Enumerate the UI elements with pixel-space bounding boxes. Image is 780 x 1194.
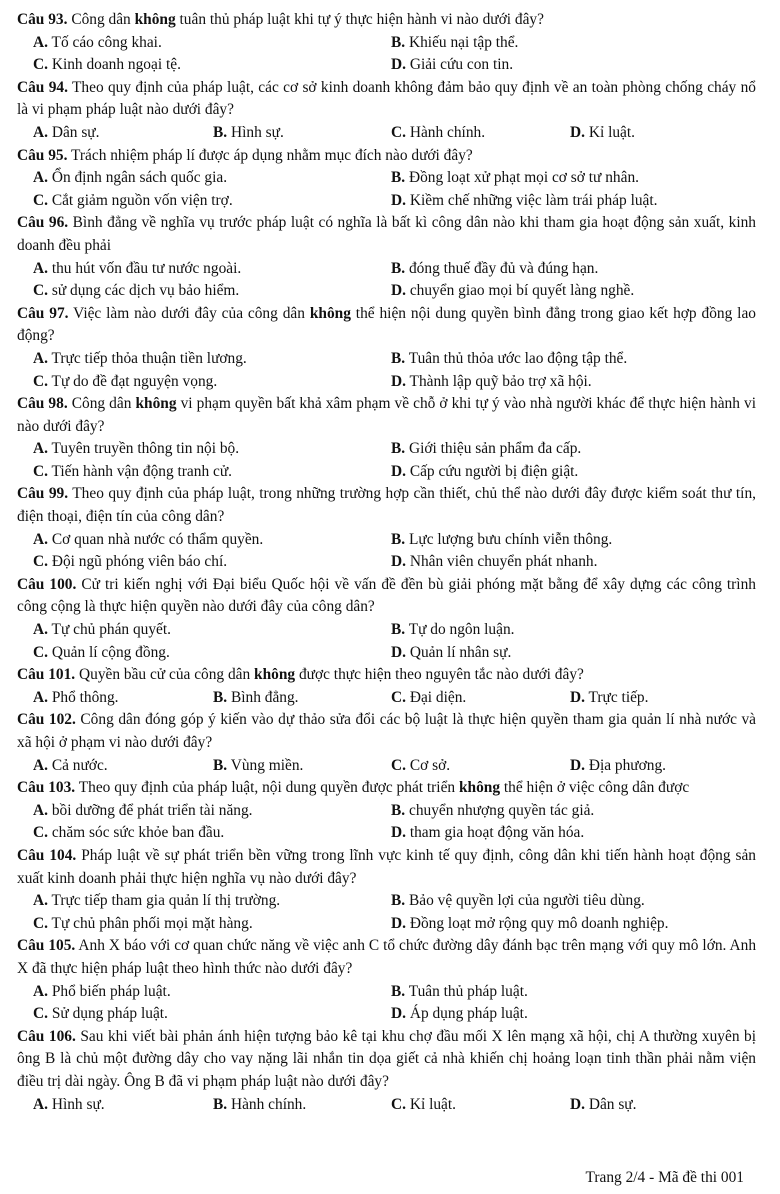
option-c (33, 822, 224, 845)
stem-text: Theo quy định của pháp luật, các cơ sở kinh doanh không đảm bảo quy định về an toàn phòng chống cháy nổ là vi phạm pháp luật nào dưới đây? (17, 78, 756, 119)
stem-text: Theo quy định của pháp luật, trong những trường hợp cần thiết, chủ thể nào dưới đây được kiểm soát thư tín, điện thoại, điện tín của công dân? (17, 485, 756, 526)
options (33, 755, 780, 778)
option-c (33, 190, 233, 213)
question-number: Câu 101. (17, 666, 76, 684)
option-text: Tự do đề đạt nguyện vọng. (51, 372, 218, 390)
stem-text: tuân thủ pháp luật khi tự ý thực hiện hành vi nào dưới đây? (175, 11, 544, 28)
question-stem (17, 845, 756, 890)
option-c (391, 1094, 456, 1117)
option-letter: D. (570, 756, 585, 774)
question-number: Câu 94. (17, 78, 68, 96)
option-b (391, 890, 645, 913)
option-d (391, 913, 668, 936)
option-letter: D. (391, 553, 406, 571)
option-text: Ổn định ngân sách quốc gia. (51, 169, 228, 187)
option-text: Trực tiếp. (588, 688, 649, 706)
question-number: Câu 104. (17, 846, 77, 864)
option-text: chuyển nhượng quyền tác giả. (408, 801, 595, 819)
option-a (33, 981, 171, 1004)
question-stem (17, 574, 756, 619)
option-letter: C. (33, 462, 48, 480)
options (33, 890, 780, 935)
option-letter: B. (391, 169, 406, 187)
options (33, 122, 780, 145)
option-b (213, 755, 303, 778)
option-text: Tố cáo công khai. (51, 33, 162, 51)
option-text: Phổ thông. (51, 688, 119, 706)
option-letter: C. (33, 1005, 48, 1023)
option-letter: D. (391, 643, 406, 661)
option-a (33, 438, 239, 461)
question (0, 9, 780, 77)
option-text: Kỉ luật. (588, 123, 635, 141)
option-letter: D. (391, 462, 406, 480)
option-text: Đồng loạt xử phạt mọi cơ sở tư nhân. (408, 169, 640, 187)
option-b (213, 1094, 306, 1117)
option-letter: B. (391, 349, 406, 367)
question-stem (17, 664, 756, 687)
option-letter: D. (391, 56, 406, 74)
stem-text: được thực hiện theo nguyên tắc nào dưới đây? (295, 666, 584, 684)
option-text: Kiềm chế những việc làm trái pháp luật. (409, 191, 658, 209)
option-letter: A. (33, 123, 48, 141)
option-letter: A. (33, 530, 48, 548)
option-letter: D. (570, 688, 585, 706)
option-letter: D. (391, 282, 406, 300)
question (0, 1026, 780, 1116)
option-b (391, 348, 627, 371)
option-letter: B. (391, 530, 406, 548)
option-letter: C. (33, 372, 48, 390)
option-letter: C. (391, 1095, 406, 1113)
option-letter: D. (391, 914, 406, 932)
stem-text: Quyền bầu cử của công dân (79, 666, 255, 684)
question-number: Câu 93. (17, 11, 68, 28)
option-text: Nhân viên chuyển phát nhanh. (409, 553, 598, 571)
option-text: thu hút vốn đầu tư nước ngoài. (51, 259, 242, 277)
option-b (391, 438, 581, 461)
option-letter: A. (33, 621, 48, 639)
option-letter: A. (33, 982, 48, 1000)
stem-text: thể hiện ở việc công dân được (500, 779, 690, 797)
option-text: Bình đẳng. (230, 688, 299, 706)
option-c (33, 371, 217, 394)
option-letter: B. (391, 982, 406, 1000)
option-a (33, 755, 108, 778)
option-letter: B. (391, 33, 406, 51)
question (0, 935, 780, 1025)
question-number: Câu 103. (17, 779, 76, 797)
question-number: Câu 100. (17, 575, 77, 593)
stem-text: Công dân (71, 395, 136, 413)
option-text: Đồng loạt mở rộng quy mô doanh nghiệp. (409, 914, 669, 932)
stem-text: Sau khi viết bài phản ánh hiện tượng bảo kê tại khu chợ đầu mối X lên mạng xã hội, chị A thường xuyên bị ông B là chủ một đường dây cho vay nặng lãi nhắn tin dọa giết cả nhà khiến chị hoảng loạn tinh thần phải nằm viện điều trị dài ngày. Ông B đã vi phạm pháp luật nào dưới đây? (17, 1027, 756, 1090)
option-letter: A. (33, 349, 48, 367)
option-a (33, 258, 241, 281)
option-text: chuyển giao mọi bí quyết làng nghề. (409, 282, 635, 300)
option-text: Cấp cứu người bị điện giật. (409, 462, 579, 480)
question (0, 845, 780, 935)
option-b (391, 529, 612, 552)
option-text: Dân sự. (51, 123, 100, 141)
option-text: Quản lí nhân sự. (409, 643, 512, 661)
option-b (391, 619, 515, 642)
question (0, 574, 780, 664)
stem-text: Bình đẳng về nghĩa vụ trước pháp luật có nghĩa là bất kì công dân nào khi tham gia hoạt động sản xuất, kinh doanh đều phải (17, 214, 756, 254)
option-c (33, 280, 239, 303)
option-c (33, 642, 170, 665)
option-letter: A. (33, 892, 48, 910)
option-letter: B. (391, 801, 406, 819)
option-c (391, 687, 466, 710)
option-text: Kinh doanh ngoại tệ. (51, 56, 181, 74)
question (0, 709, 780, 777)
option-a (33, 800, 253, 823)
option-letter: C. (33, 282, 48, 300)
option-text: đóng thuế đầy đủ và đúng hạn. (408, 259, 599, 277)
option-b (391, 32, 518, 55)
option-text: Đội ngũ phóng viên báo chí. (51, 553, 228, 571)
options (33, 167, 780, 212)
option-text: Thành lập quỹ bảo trợ xã hội. (409, 372, 592, 390)
option-text: Cơ sở. (409, 756, 451, 774)
option-d (391, 190, 658, 213)
emphasis-text: không (254, 666, 296, 684)
option-text: Tự chủ phân phối mọi mặt hàng. (51, 914, 253, 932)
option-letter: C. (33, 914, 48, 932)
option-text: Cắt giảm nguồn vốn viện trợ. (51, 191, 233, 209)
stem-text: Cử tri kiến nghị với Đại biểu Quốc hội về vấn đề đền bù giải phóng mặt bằng để xây dựng các công trình công cộng là thực hiện quyền nào dưới đây của công dân? (17, 575, 756, 616)
option-text: Cả nước. (51, 756, 108, 774)
option-d (391, 822, 584, 845)
option-letter: A. (33, 440, 48, 458)
question-number: Câu 102. (17, 711, 76, 729)
option-text: Giới thiệu sản phẩm đa cấp. (408, 440, 582, 458)
option-letter: C. (33, 191, 48, 209)
option-text: Địa phương. (588, 756, 667, 774)
option-a (33, 529, 263, 552)
option-c (33, 54, 181, 77)
option-text: Hành chính. (230, 1095, 307, 1113)
question-stem (17, 935, 756, 980)
options (33, 32, 780, 77)
option-letter: A. (33, 33, 48, 51)
option-c (33, 1003, 168, 1026)
option-text: Cơ quan nhà nước có thẩm quyền. (51, 530, 264, 548)
option-letter: D. (391, 372, 406, 390)
option-text: Kỉ luật. (409, 1095, 456, 1113)
question-stem (17, 483, 756, 528)
question (0, 777, 780, 845)
option-d (391, 280, 634, 303)
options (33, 438, 780, 483)
option-d (391, 1003, 528, 1026)
emphasis-text: không (309, 304, 351, 322)
stem-text: Công dân (71, 11, 135, 28)
option-letter: B. (391, 892, 406, 910)
question (0, 393, 780, 483)
option-text: Khiếu nại tập thể. (408, 33, 519, 51)
emphasis-text: không (458, 779, 501, 797)
question-number: Câu 106. (17, 1027, 76, 1045)
option-letter: C. (391, 688, 406, 706)
question-list (0, 9, 780, 1116)
option-a (33, 1094, 105, 1117)
option-text: Đại diện. (409, 688, 467, 706)
stem-text: thể hiện nội dung quyền bình đẳng trong giao kết hợp đồng lao động? (17, 304, 756, 345)
option-text: Sử dụng pháp luật. (51, 1005, 168, 1023)
options (33, 258, 780, 303)
option-text: Áp dụng pháp luật. (409, 1005, 528, 1023)
option-text: Vùng miền. (230, 756, 304, 774)
option-text: Hành chính. (409, 123, 486, 141)
option-b (391, 167, 639, 190)
option-a (33, 619, 171, 642)
option-letter: A. (33, 756, 48, 774)
option-letter: B. (391, 440, 406, 458)
option-b (213, 122, 284, 145)
question-number: Câu 97. (17, 304, 69, 322)
stem-text: Trách nhiệm pháp lí được áp dụng nhằm mục đích nào dưới đây? (71, 146, 473, 164)
option-letter: A. (33, 688, 48, 706)
option-letter: B. (213, 1095, 228, 1113)
option-text: Hình sự. (51, 1095, 105, 1113)
option-text: Tuyên truyền thông tin nội bộ. (51, 440, 240, 458)
option-letter: D. (570, 1095, 585, 1113)
option-text: Trực tiếp tham gia quản lí thị trường. (51, 892, 281, 910)
options (33, 981, 780, 1026)
question (0, 77, 780, 145)
option-text: Tự do ngôn luận. (408, 621, 515, 639)
option-text: Tuân thủ pháp luật. (408, 982, 528, 1000)
option-a (33, 348, 247, 371)
options (33, 687, 780, 710)
page-footer: Trang 2/4 - Mã đề thi 001 (585, 1169, 744, 1186)
emphasis-text: không (134, 11, 176, 28)
option-c (391, 755, 450, 778)
option-a (33, 122, 100, 145)
option-b (391, 981, 528, 1004)
option-d (570, 755, 666, 778)
option-text: bồi dưỡng để phát triển tài năng. (51, 801, 253, 819)
question-stem (17, 393, 756, 438)
option-text: Lực lượng bưu chính viễn thông. (408, 530, 613, 548)
option-letter: B. (391, 259, 406, 277)
option-c (33, 913, 253, 936)
option-text: Phổ biến pháp luật. (51, 982, 171, 1000)
options (33, 348, 780, 393)
option-text: Trực tiếp thỏa thuận tiền lương. (51, 349, 247, 367)
option-letter: B. (213, 756, 228, 774)
emphasis-text: không (135, 395, 177, 413)
option-letter: D. (570, 123, 585, 141)
option-text: Giải cứu con tin. (409, 56, 514, 74)
stem-text: Anh X báo với cơ quan chức năng về việc anh C tổ chức đường dây đánh bạc trên mạng với quy mô lớn. Anh X đã thực hiện pháp luật theo hình thức nào dưới đây? (17, 937, 757, 977)
options (33, 529, 780, 574)
option-letter: D. (391, 824, 406, 842)
stem-text: Pháp luật về sự phát triển bền vững trong lĩnh vực kinh tế quy định, công dân khi tiến hành hoạt động sản xuất kinh doanh phải thực hiện nghĩa vụ nào dưới đây? (17, 846, 757, 887)
option-letter: D. (391, 191, 406, 209)
option-letter: A. (33, 801, 48, 819)
option-text: chăm sóc sức khỏe ban đầu. (51, 824, 225, 842)
option-c (391, 122, 485, 145)
question-stem (17, 9, 756, 32)
option-d (570, 122, 635, 145)
question-number: Câu 105. (17, 937, 76, 955)
question (0, 664, 780, 709)
question-stem (17, 709, 756, 754)
option-letter: D. (391, 1005, 406, 1023)
question-stem (17, 145, 756, 168)
stem-text: vi phạm quyền bất khả xâm phạm về chỗ ở khi tự ý vào nhà người khác để thực hiện hành vi nào dưới đây? (17, 395, 756, 435)
option-b (391, 800, 594, 823)
option-b (391, 258, 598, 281)
option-text: Dân sự. (588, 1095, 637, 1113)
option-text: Tuân thủ thỏa ước lao động tập thể. (408, 349, 628, 367)
option-text: sử dụng các dịch vụ bảo hiểm. (51, 282, 240, 300)
stem-text: Theo quy định của pháp luật, nội dung quyền được phát triển (78, 779, 459, 797)
option-letter: A. (33, 169, 48, 187)
question-number: Câu 95. (17, 146, 68, 164)
option-text: Quản lí cộng đồng. (51, 643, 170, 661)
question-stem (17, 303, 756, 348)
question-stem (17, 212, 756, 257)
option-d (391, 642, 511, 665)
option-letter: B. (213, 123, 228, 141)
question-stem (17, 777, 756, 800)
option-letter: B. (213, 688, 228, 706)
option-d (391, 54, 513, 77)
option-a (33, 32, 162, 55)
options (33, 1094, 780, 1117)
stem-text: Công dân đóng góp ý kiến vào dự thảo sửa đổi các bộ luật là thực hiện quyền tham gia quản lí nhà nước và xã hội ở phạm vi nào dưới đây? (17, 711, 756, 751)
option-text: Tiến hành vận động tranh cử. (51, 462, 233, 480)
option-text: Tự chủ phán quyết. (51, 621, 172, 639)
option-c (33, 461, 232, 484)
question (0, 303, 780, 393)
option-letter: C. (33, 824, 48, 842)
option-letter: C. (391, 756, 406, 774)
question-stem (17, 1026, 756, 1094)
option-c (33, 551, 227, 574)
question-number: Câu 99. (17, 485, 69, 503)
question (0, 145, 780, 213)
option-letter: C. (33, 56, 48, 74)
option-a (33, 687, 119, 710)
option-d (391, 461, 578, 484)
option-a (33, 890, 280, 913)
question (0, 212, 780, 302)
option-letter: C. (33, 643, 48, 661)
option-text: tham gia hoạt động văn hóa. (409, 824, 585, 842)
question-stem (17, 77, 756, 122)
option-d (570, 1094, 637, 1117)
option-b (213, 687, 299, 710)
option-d (570, 687, 648, 710)
question-number: Câu 98. (17, 395, 68, 413)
options (33, 619, 780, 664)
option-text: Hình sự. (230, 123, 284, 141)
options (33, 800, 780, 845)
option-letter: C. (33, 553, 48, 571)
option-d (391, 371, 592, 394)
question-number: Câu 96. (17, 214, 69, 232)
question (0, 483, 780, 573)
option-a (33, 167, 227, 190)
option-letter: B. (391, 621, 406, 639)
option-d (391, 551, 597, 574)
option-text: Bảo vệ quyền lợi của người tiêu dùng. (408, 892, 645, 910)
stem-text: Việc làm nào dưới đây của công dân (73, 304, 310, 322)
option-letter: C. (391, 123, 406, 141)
option-letter: A. (33, 259, 48, 277)
option-letter: A. (33, 1095, 48, 1113)
